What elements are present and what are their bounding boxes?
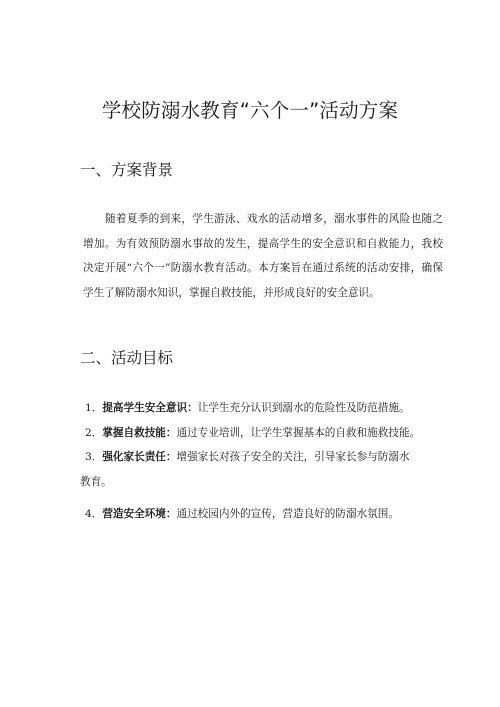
goal-text: 通过校园内外的宣传，营造良好的防溺水氛围。 bbox=[176, 508, 399, 520]
goal-number: 4． bbox=[85, 508, 103, 520]
goal-item-4 bbox=[83, 502, 451, 527]
goal-item-1 bbox=[83, 396, 451, 421]
section-heading-goals: 二、活动目标 bbox=[80, 349, 174, 367]
goal-number: 1． bbox=[85, 402, 103, 414]
goal-text-continuation: 教育。 bbox=[80, 475, 112, 488]
goal-text: 让学生充分认识到溺水的危险性及防范措施。 bbox=[197, 402, 410, 414]
document-title: 学校防溺水教育“六个一”活动方案 bbox=[101, 99, 399, 122]
goal-item-3 bbox=[80, 445, 451, 494]
goal-text: 增强家长对孩子安全的关注，引导家长参与防溺水 bbox=[176, 451, 410, 463]
goal-item-2 bbox=[83, 421, 451, 446]
goal-lead: 提高学生安全意识： bbox=[102, 402, 198, 414]
background-paragraph: 随着夏季的到来，学生游泳、戏水的活动增多，溺水事件的风险也随之增加。为有效预防溺水事故的发生，提高学生的安全意识和自救能力，我校决定开展“六个一”防溺水教育活动。本方案旨在通过系统的活动安排，确保学生了解防溺水知识，掌握自救技能，并形成良好的安全意识。 bbox=[83, 213, 443, 299]
goal-lead: 营造安全环境： bbox=[102, 508, 177, 520]
section-heading-background: 一、方案背景 bbox=[80, 161, 174, 179]
goal-lead: 强化家长责任： bbox=[102, 451, 177, 463]
goal-text: 通过专业培训，让学生掌握基本的自救和施救技能。 bbox=[176, 426, 421, 439]
goal-number: 3． bbox=[85, 451, 103, 463]
goal-lead: 掌握自救技能： bbox=[102, 426, 177, 439]
goal-number: 2． bbox=[85, 426, 103, 439]
